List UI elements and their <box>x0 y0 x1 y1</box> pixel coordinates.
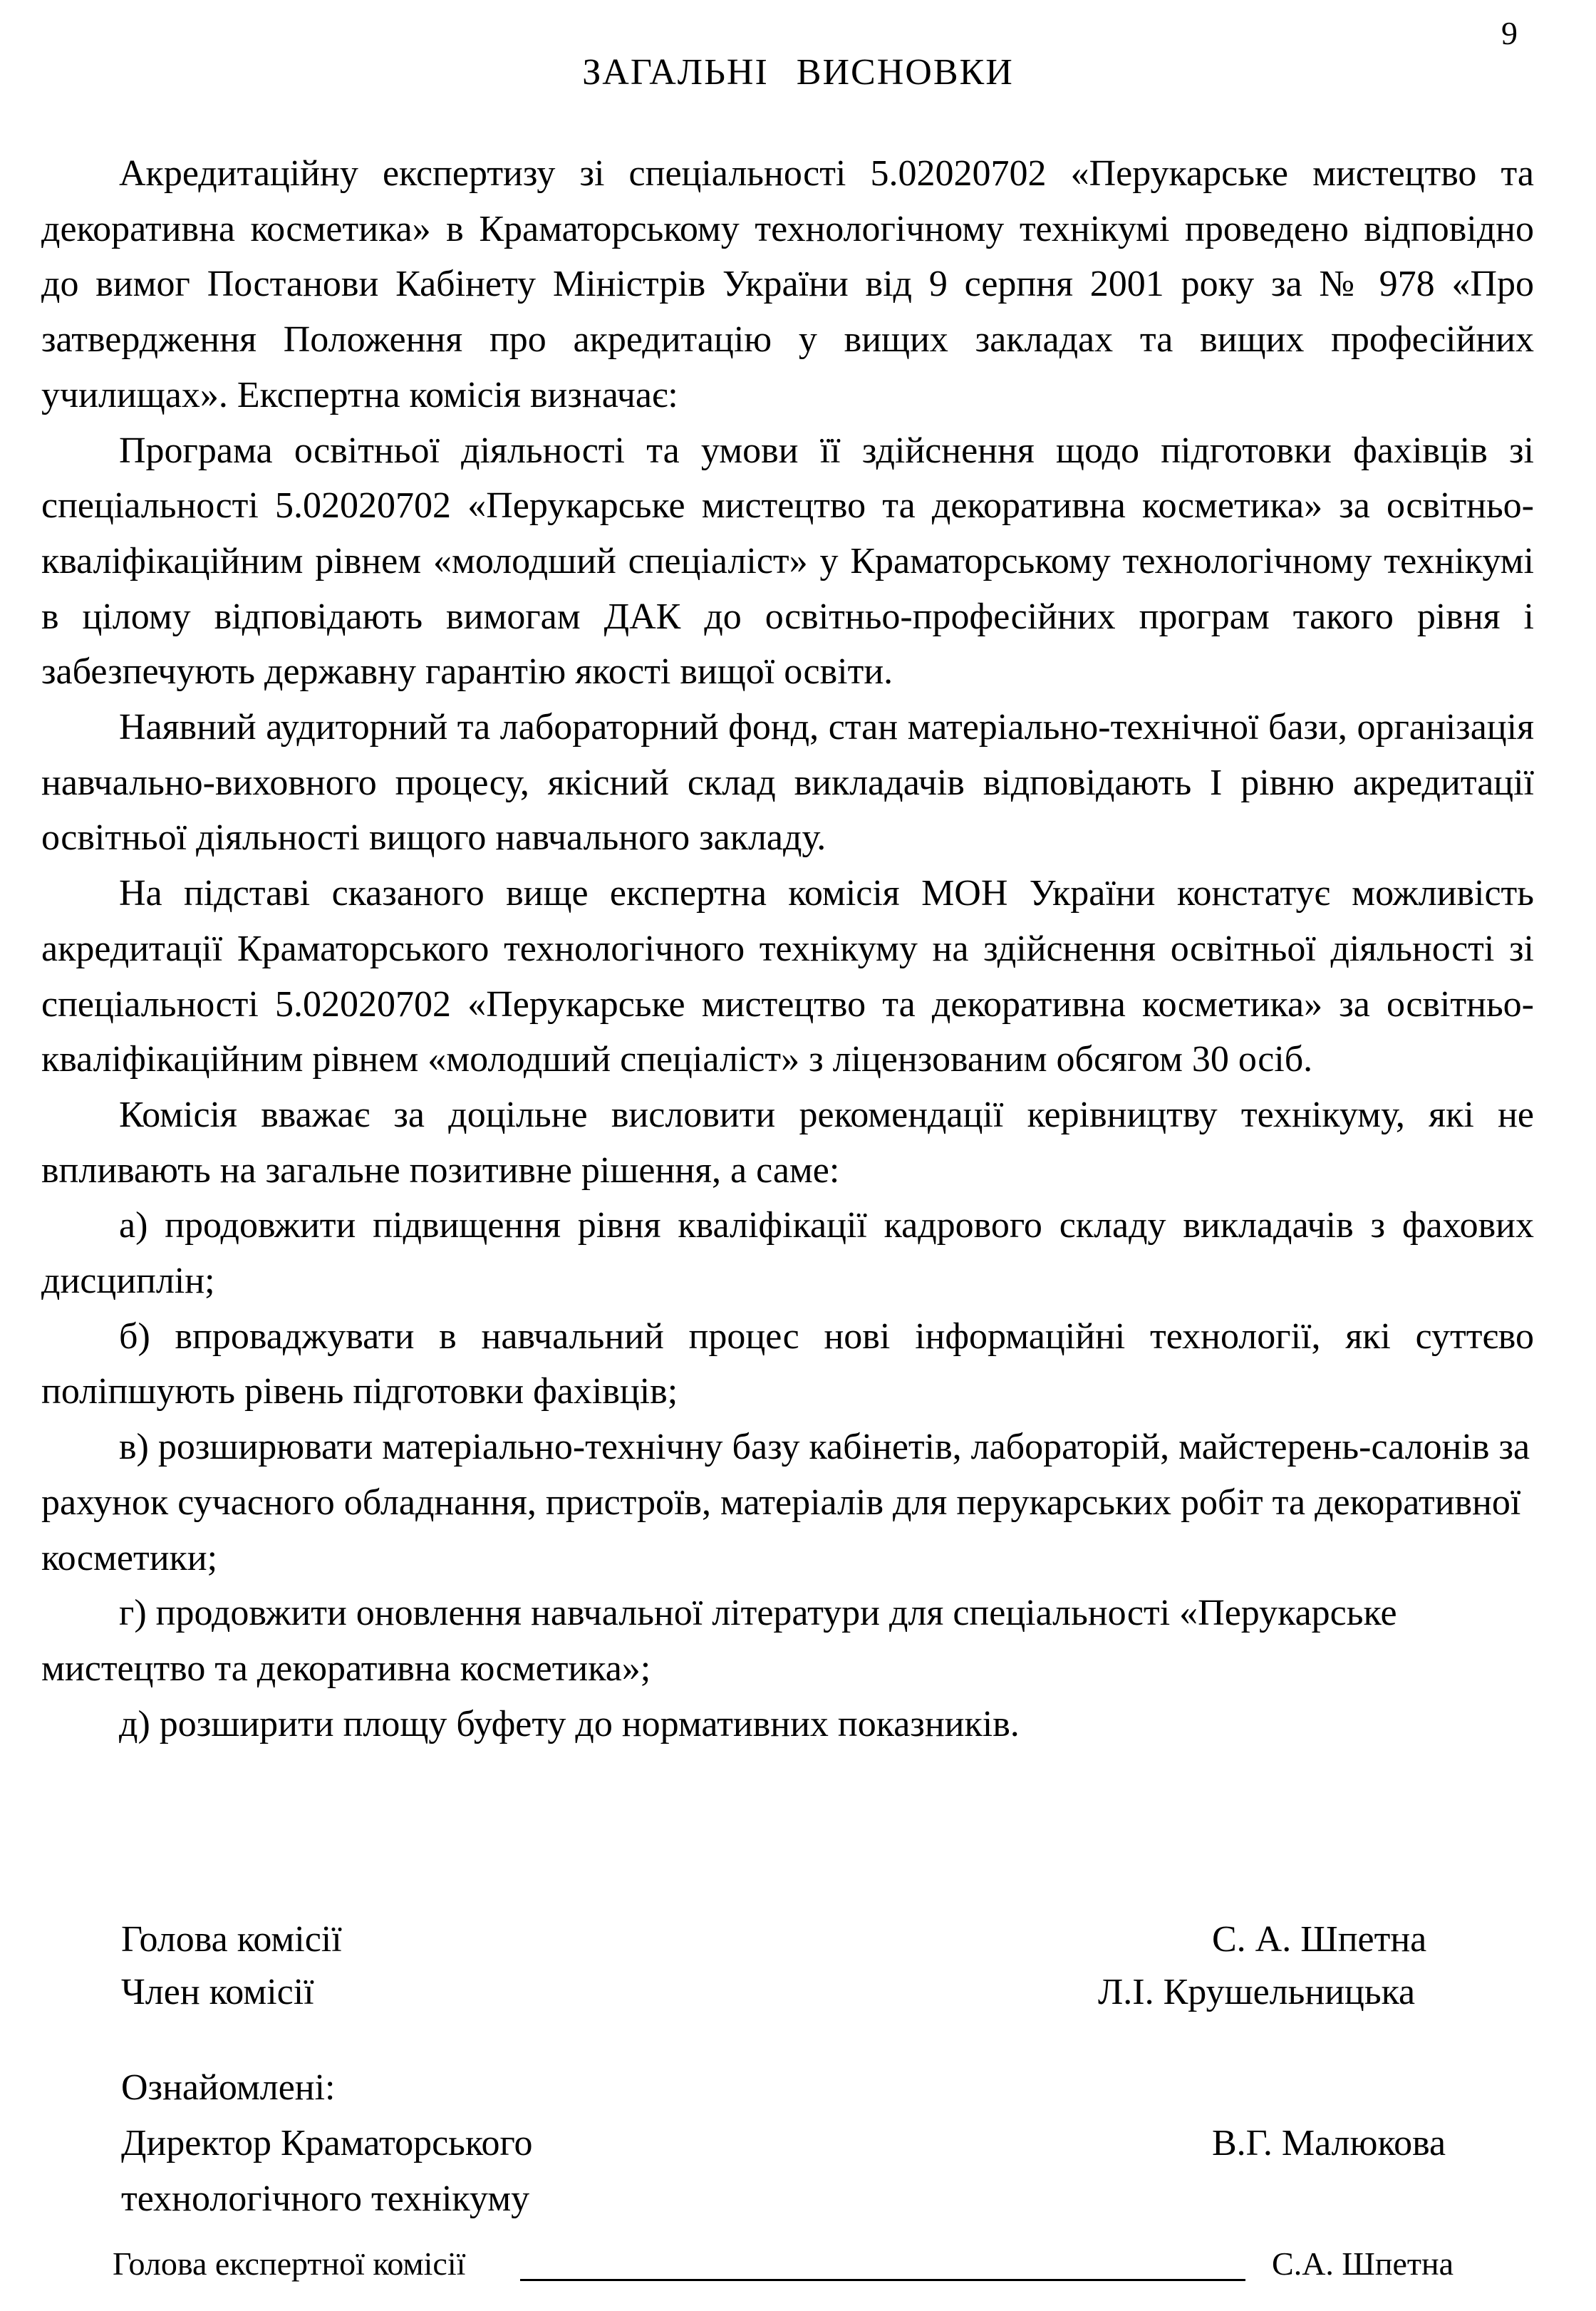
recommendation-v: в) розширювати матеріально-технічну базу кабінетів, лабораторій, майстерень-салонів за рахунок сучасного обладнання, пристроїв, матеріалів для перукарських робіт та декоративної косметики; <box>41 1427 1530 1578</box>
footer <box>113 2245 1454 2287</box>
paragraph-facilities: Наявний аудиторний та лабораторний фонд, стан матеріально-технічної бази, організація навчально-виховного процесу, якісний склад викладачів відповідають І рівню акредитації освітньої діяльності вищого навчального закладу. <box>41 707 1534 859</box>
recommendation-a: а) продовжити підвищення рівня кваліфікації кадрового складу викладачів з фахових дисциплін; <box>41 1205 1534 1302</box>
paragraph-program: Програма освітньої діяльності та умови її здійснення щодо підготовки фахівців зі спеціальності 5.02020702 «Перукарське мистецтво та декоративна косметика» за освітньо-кваліфікаційним рівнем «молодший спеціаліст» у Краматорському технологічному технікумі в цілому відповідають вимогам ДАК до освітньо-професійних програм такого рівня і забезпечують державну гарантію якості вищої освіти. <box>41 430 1534 693</box>
recommendation-d: д) розширити площу буфету до нормативних показників. <box>119 1703 1020 1744</box>
paragraph-recommendations-intro: Комісія вважає за доцільне висловити рекомендації керівництву технікуму, які не впливають на загальне позитивне рішення, а саме: <box>41 1094 1534 1191</box>
member-name: Л.І. Крушельницька <box>1098 1972 1416 2012</box>
paragraph-conclusion: На підставі сказаного вище експертна комісія МОН України констатує можливість акредитації Краматорського технологічного технікуму на здійснення освітньої діяльності зі спеціальності 5.02020702 «Перукарське мистецтво та декоративна косметика» за освітньо-кваліфікаційним рівнем «молодший спеціаліст» з ліцензованим обсягом 30 осіб. <box>41 873 1534 1080</box>
chair-title: Голова комісії <box>121 1919 342 1960</box>
director-name: В.Г. Малюкова <box>1212 2123 1446 2163</box>
footer-signature-line <box>520 2279 1245 2281</box>
director-title-line2: технологічного технікуму <box>121 2178 530 2219</box>
member-title: Член комісії <box>121 1972 314 2012</box>
director-title-line1: Директор Краматорського <box>121 2123 533 2163</box>
recommendation-g: г) продовжити оновлення навчальної літератури для спеціальності «Перукарське мистецтво та декоративна косметика»; <box>41 1593 1397 1689</box>
page-number: 9 <box>1501 15 1518 51</box>
acquainted-label: Ознайомлені: <box>121 2067 336 2108</box>
footer-name: С.А. Шпетна <box>1272 2245 1454 2282</box>
paragraph-intro: Акредитаційну експертизу зі спеціальності 5.02020702 «Перукарське мистецтво та декоративна косметика» в Краматорському технологічному технікумі проведено відповідно до вимог Постанови Кабінету Міністрів України від 9 серпня 2001 року за № 978 «Про затвердження Положення про акредитацію у вищих закладах та вищих професійних училищах». Експертна комісія визначає: <box>41 153 1534 415</box>
page-title: ЗАГАЛЬНІ ВИСНОВКИ <box>582 52 1014 93</box>
footer-label: Голова експертної комісії <box>113 2245 466 2282</box>
document-body <box>41 146 1534 1752</box>
recommendation-b: б) впроваджувати в навчальний процес нові інформаційні технології, які суттєво поліпшують рівень підготовки фахівців; <box>41 1315 1534 1412</box>
chair-name: С. А. Шпетна <box>1212 1919 1427 1960</box>
